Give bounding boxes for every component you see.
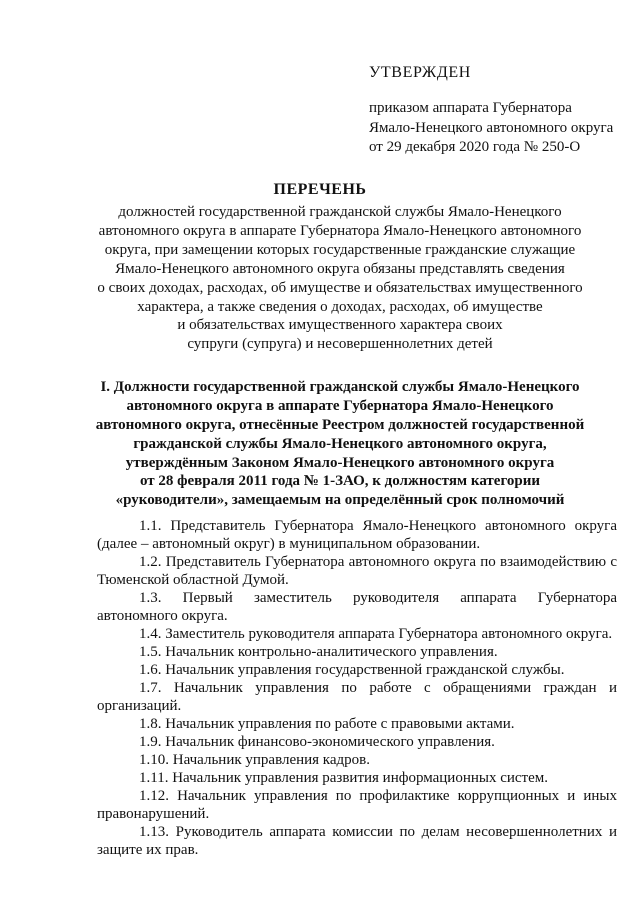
- section-heading-line: от 28 февраля 2011 года № 1-ЗАО, к должностям категории: [139, 473, 541, 489]
- approval-line: от 29 декабря 2020 года № 250-О: [369, 139, 581, 155]
- list-item-line: 1.1. Представитель Губернатора Ямало-Ненецкого автономного округа: [139, 518, 617, 534]
- section-heading-line: автономного округа в аппарате Губернатора Ямало-Ненецкого: [126, 398, 554, 414]
- description-line: и обязательствах имущественного характера своих: [177, 317, 503, 333]
- section-heading-line: утверждённым Законом Ямало-Ненецкого автономного округа: [125, 455, 555, 471]
- list-item-line: защите их прав.: [97, 842, 199, 858]
- list-item-line: 1.11. Начальник управления развития информационных систем.: [139, 770, 549, 786]
- list-item-line: 1.8. Начальник управления по работе с правовыми актами.: [139, 716, 515, 732]
- list-item-line: 1.9. Начальник финансово-экономического управления.: [139, 734, 495, 750]
- description-line: о своих доходах, расходах, об имуществе и обязательствах имущественного: [97, 280, 583, 296]
- list-item-line: автономного округа.: [97, 608, 228, 624]
- list-item-line: Тюменской областной Думой.: [97, 572, 289, 588]
- description-line: Ямало-Ненецкого автономного округа обязаны представлять сведения: [115, 261, 565, 277]
- description-line: должностей государственной гражданской службы Ямало-Ненецкого: [118, 204, 562, 220]
- list-item-line: 1.10. Начальник управления кадров.: [139, 752, 370, 768]
- section-heading-line: автономного округа, отнесённые Реестром должностей государственной: [95, 417, 585, 433]
- list-item-line: правонарушений.: [97, 806, 210, 822]
- list-item-line: 1.3. Первый заместитель руководителя аппарата Губернатора: [139, 590, 617, 606]
- description-line: автономного округа в аппарате Губернатора Ямало-Ненецкого автономного: [98, 223, 582, 239]
- list-item-line: 1.4. Заместитель руководителя аппарата Губернатора автономного округа.: [139, 626, 613, 642]
- list-item-line: 1.6. Начальник управления государственной гражданской службы.: [139, 662, 565, 678]
- description-line: характера, а также сведения о доходах, расходах, об имуществе: [137, 299, 543, 315]
- list-item-line: (далее – автономный округ) в муниципальном образовании.: [97, 536, 481, 552]
- list-item-line: 1.2. Представитель Губернатора автономного округа по взаимодействию с: [139, 554, 617, 570]
- approval-line: приказом аппарата Губернатора: [369, 100, 572, 116]
- list-item-line: 1.5. Начальник контрольно-аналитического управления.: [139, 644, 498, 660]
- document-title: ПЕРЕЧЕНЬ: [273, 181, 367, 198]
- approval-title: УТВЕРЖДЕН: [369, 64, 471, 81]
- description-line: округа, при замещении которых государственные гражданские служащие: [104, 242, 576, 258]
- description-line: супруги (супруга) и несовершеннолетних детей: [187, 336, 493, 352]
- list-item-line: 1.13. Руководитель аппарата комиссии по делам несовершеннолетних и: [139, 824, 617, 840]
- list-item-line: 1.12. Начальник управления по профилактике коррупционных и иных: [139, 788, 617, 804]
- section-heading-line: гражданской службы Ямало-Ненецкого автономного округа,: [133, 436, 547, 452]
- section-heading-line: I. Должности государственной гражданской службы Ямало-Ненецкого: [100, 379, 580, 395]
- list-item-line: организаций.: [97, 698, 182, 714]
- section-heading-line: «руководители», замещаемым на определённый срок полномочий: [115, 492, 565, 508]
- approval-line: Ямало-Ненецкого автономного округа: [369, 120, 614, 136]
- list-item-line: 1.7. Начальник управления по работе с обращениями граждан и: [139, 680, 617, 696]
